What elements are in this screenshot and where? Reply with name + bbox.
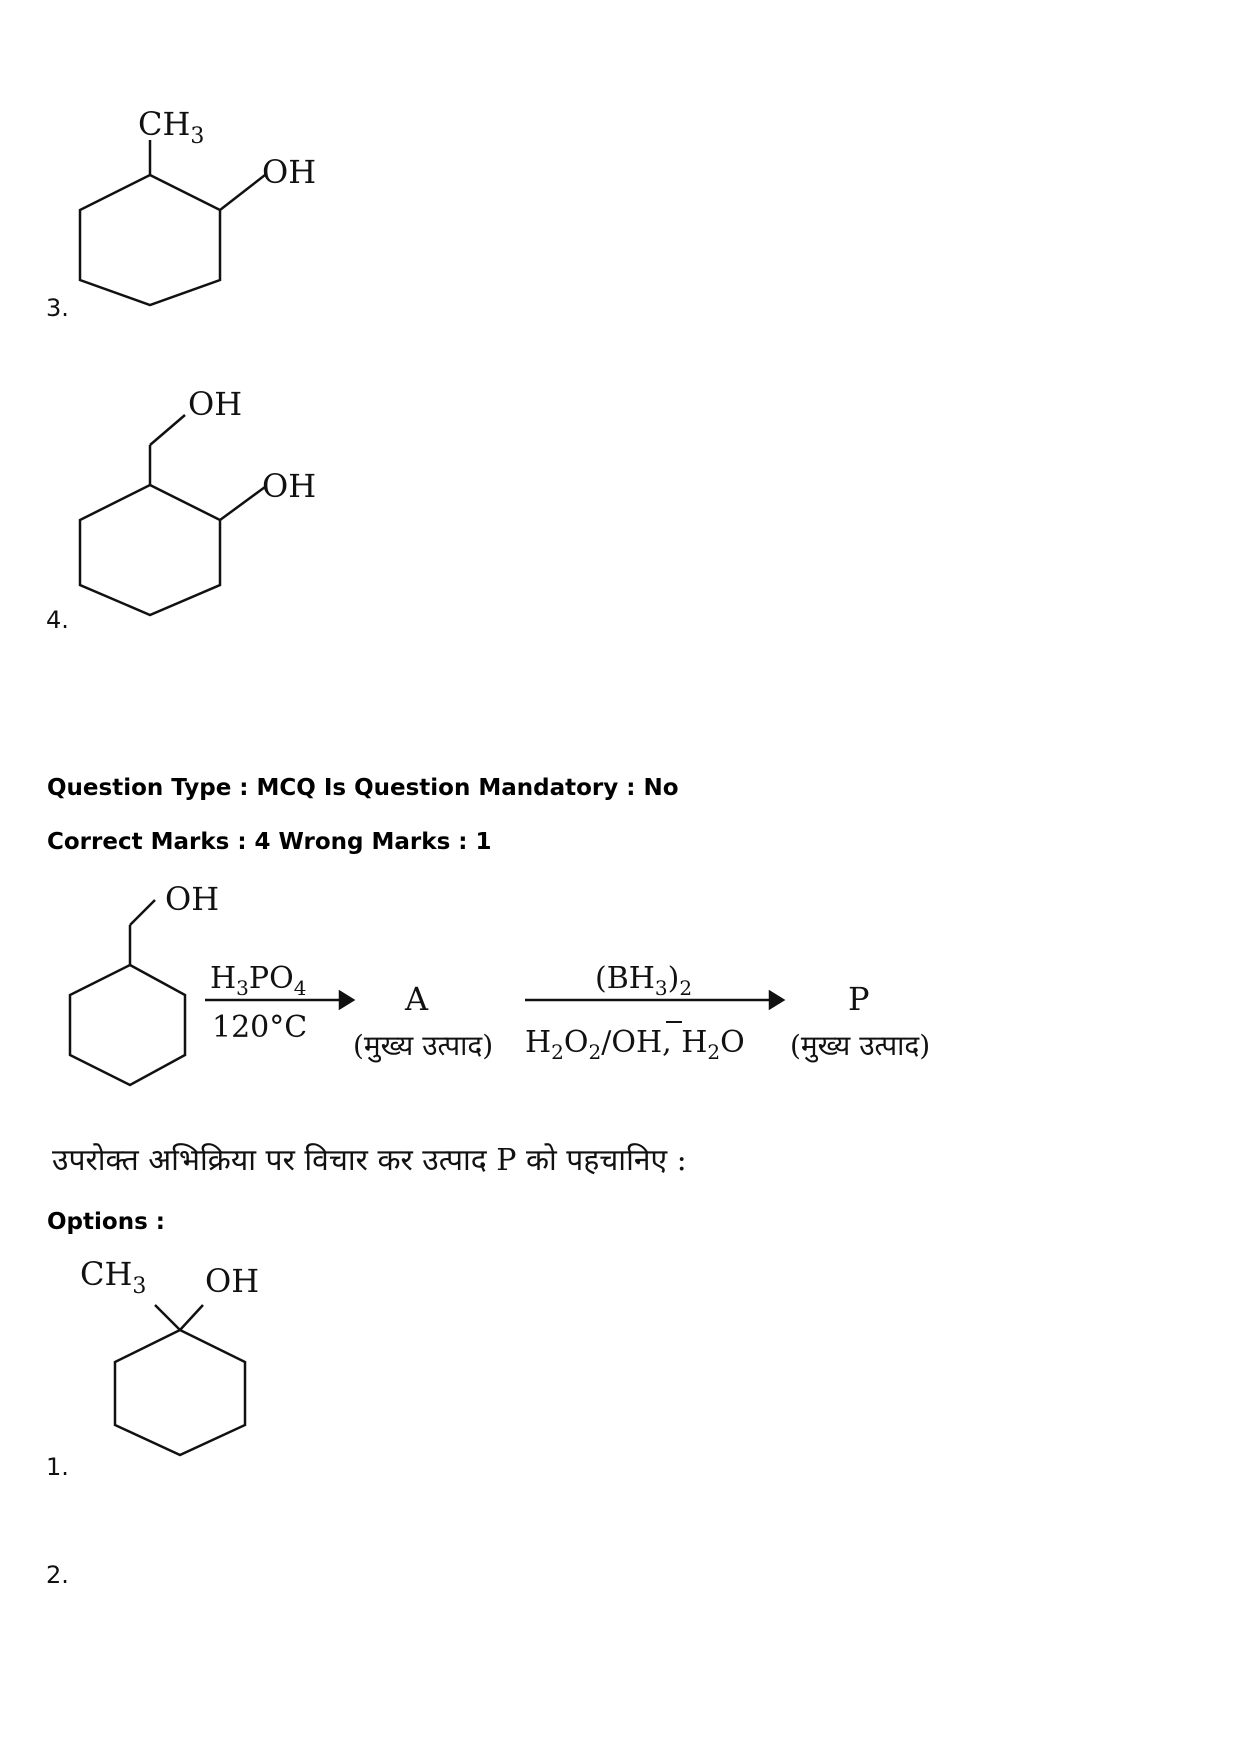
option-1-structure (75, 1250, 315, 1470)
cyclohexane-ring (115, 1330, 245, 1455)
product-note: (मुख्य उत्पाद) (790, 1029, 931, 1062)
start-ch2-oh-bond (130, 900, 155, 925)
step1-condition: 120°C (212, 1010, 308, 1045)
product-p: P (848, 980, 870, 1018)
oh-right-label: OH (262, 467, 317, 505)
option-number-2: 2. (46, 1561, 69, 1589)
step2-reagent: $(BH_3)_2$ (595, 961, 693, 1000)
oh-bond (220, 175, 265, 210)
intermediate-note: (मुख्य उत्पाद) (353, 1029, 494, 1062)
oh-bond (180, 1305, 203, 1330)
methyl-bond (155, 1305, 180, 1330)
step1-reagent: $H_3PO_4$ (210, 961, 307, 1000)
options-label: Options : (47, 1209, 165, 1235)
intermediate-a: A (405, 980, 429, 1018)
oh-label: OH (205, 1262, 260, 1300)
cyclohexane-ring (80, 175, 220, 305)
oh-top-label: OH (188, 385, 243, 423)
ch3-label: $CH_3$ (138, 105, 205, 149)
option-3-structure (70, 85, 350, 315)
step1-arrowhead (340, 992, 353, 1008)
option-number-3: 3. (46, 294, 69, 322)
oh-bond (220, 487, 265, 520)
option-number-4: 4. (46, 606, 69, 634)
start-cyclohexane-ring (70, 965, 185, 1085)
step2-arrowhead (770, 992, 783, 1008)
option-4-structure (70, 375, 350, 625)
marks-line: Correct Marks : 4 Wrong Marks : 1 (47, 829, 492, 855)
reaction-scheme (50, 870, 950, 1110)
step2-condition: $H_2O_2/OH$, $H_2O$ (525, 1025, 745, 1064)
option-number-1: 1. (46, 1453, 69, 1481)
oh-label: OH (262, 153, 317, 191)
question-type-line: Question Type : MCQ Is Question Mandatory : No (47, 775, 679, 801)
ch2-oh-bond (150, 415, 185, 445)
start-oh-label: OH (165, 880, 220, 918)
ch3-label: $CH_3$ (80, 1255, 147, 1299)
question-prompt: उपरोक्त अभिक्रिया पर विचार कर उत्पाद P को पहचानिए : (52, 1143, 687, 1178)
cyclohexane-ring (80, 485, 220, 615)
